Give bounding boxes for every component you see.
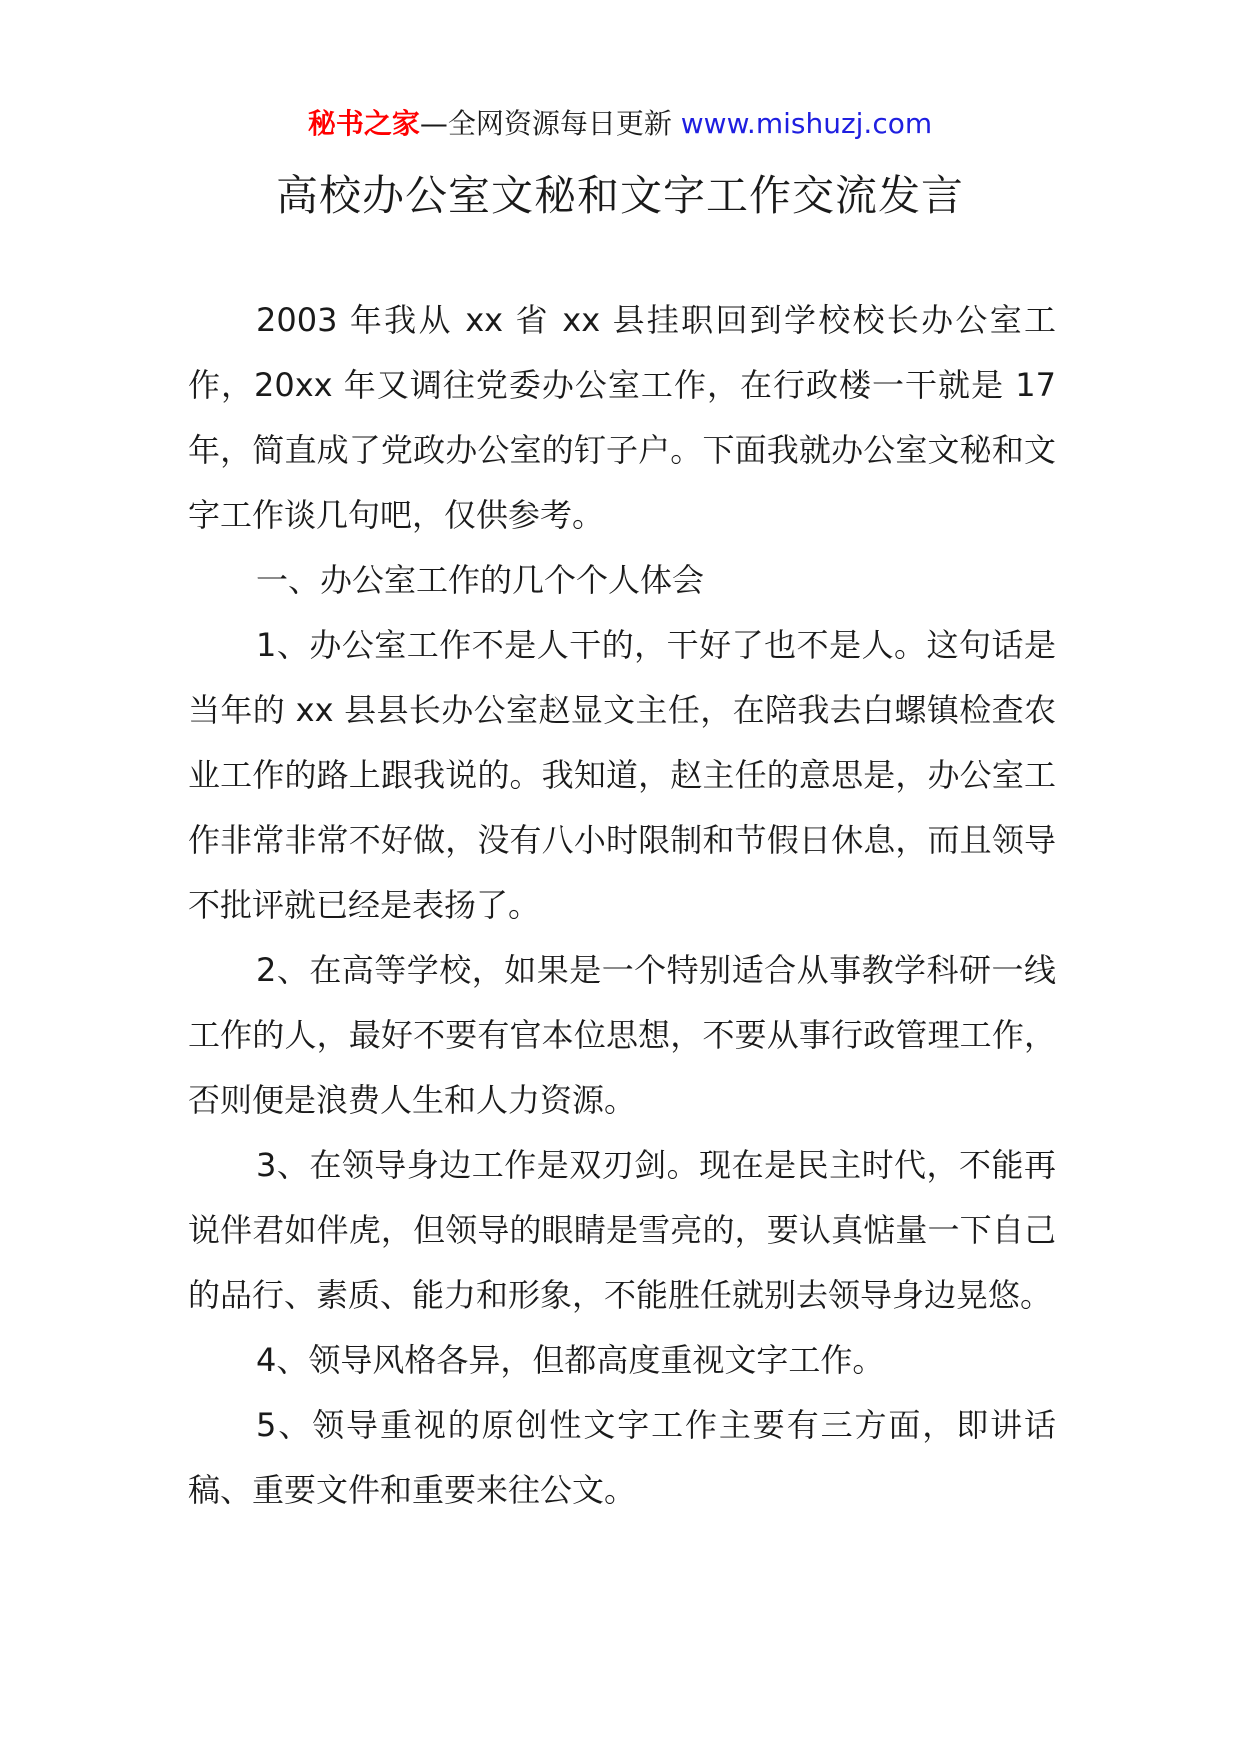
brand-name: 秘书之家: [307, 107, 420, 140]
paragraph-point-3: 3、在领导身边工作是双刃剑。现在是民主时代，不能再说伴君如伴虎，但领导的眼睛是雪亮的，要认真惦量一下自己的品行、素质、能力和形象，不能胜任就别去领导身边晃悠。: [188, 1146, 1056, 1314]
site-header: [0, 104, 1240, 144]
header-tagline: —全网资源每日更新: [419, 107, 681, 140]
document-body: [188, 288, 1056, 1523]
paragraph-intro: 2003 年我从 xx 省 xx 县挂职回到学校校长办公室工作，20xx 年又调往党委办公室工作，在行政楼一干就是 17 年，简直成了党政办公室的钉子户。下面我就办公室文秘和文字工作谈几句吧，仅供参考。: [188, 301, 1056, 534]
paragraph-point-4: 4、领导风格各异，但都高度重视文字工作。: [256, 1341, 885, 1379]
paragraph-point-5: 5、领导重视的原创性文字工作主要有三方面，即讲话稿、重要文件和重要来往公文。: [188, 1406, 1056, 1509]
document-title: 高校办公室文秘和文字工作交流发言: [275, 171, 964, 220]
paragraph-point-1: 1、办公室工作不是人干的，干好了也不是人。这句话是当年的 xx 县县长办公室赵显文主任，在陪我去白螺镇检查农业工作的路上跟我说的。我知道，赵主任的意思是，办公室工作非常非常不好做，没有八小时限制和节假日休息，而且领导不批评就已经是表扬了。: [188, 626, 1056, 924]
paragraph-point-2: 2、在高等学校，如果是一个特别适合从事教学科研一线工作的人，最好不要有官本位思想，不要从事行政管理工作，否则便是浪费人生和人力资源。: [188, 951, 1056, 1119]
section-heading-1: 一、办公室工作的几个个人体会: [256, 561, 705, 599]
site-url-link[interactable]: www.mishuzj.com: [680, 107, 933, 140]
